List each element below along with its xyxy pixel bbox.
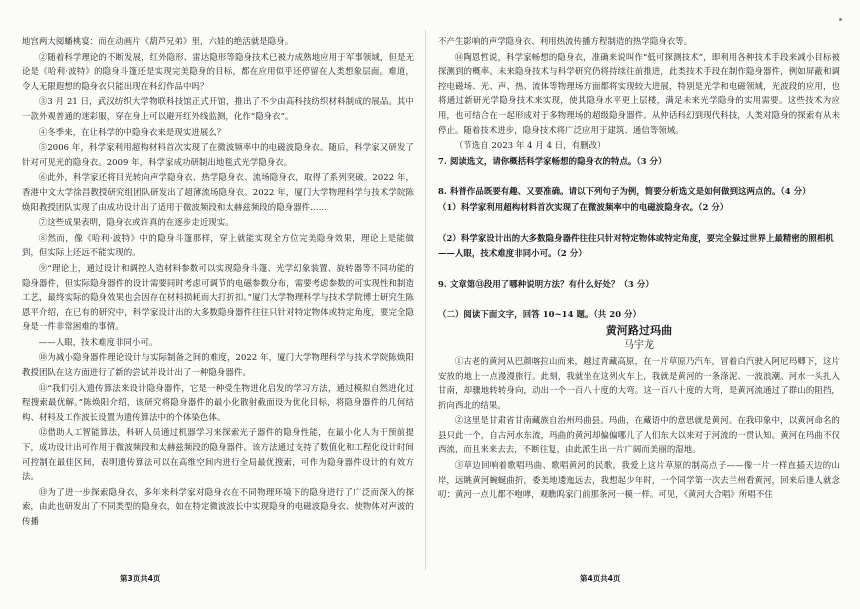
paragraph: ⑤2006 年，科学家利用超构材料首次实现了在微波频率中的电磁波隐身衣。随后，科学家又研发了针对可见光的隐身衣。2009 年，科学家成功研制出地毯式光学隐身衣。	[22, 142, 414, 167]
paragraph: ③草边回响着歌唱玛曲、歌唱黄河的民歌，我爱上这片草原的制高点子——像一片一样直插天边的山岸，远眺黄河蜿蜒曲折，委美地逶迤远去，我想起少年时，一个同学第一次去兰州看黄河，回来后逢人就念叨：黄河一点儿都不咆哮，观瞧呜家门前那条河一模一样。可见，《黄河大合唱》所唱不住	[438, 460, 840, 500]
paragraph: ⑥此外，科学家还将目光转向声学隐身衣、热学隐身衣、流场隐身衣，取得了系列突破。2022 年，香港中文大学徐昌教授研究组团队研发出了超薄流场隐身衣。2022 年，厦门大学物理科学与技术学院陈焕阳教授团队实现了由成功设计出了适用于微波频段和太赫兹频段的隐身器件……	[22, 172, 414, 212]
story-author: 马宇龙	[623, 339, 655, 351]
answer-space	[438, 216, 840, 231]
story-title: 黄河路过玛曲	[605, 323, 673, 337]
left-column	[22, 34, 414, 530]
scan-dot	[839, 18, 842, 21]
paragraph: ③3 月 21 日，武汉纺织大学物联科技馆正式开馆，推出了不少由高科技纺织材料制成的展品。其中一款外观普通的迷彩服，穿在身上可以避开红外线监测，化作“隐身衣”。	[22, 96, 414, 121]
paragraph: ⑭陶恩哲说，科学家畅想的隐身衣，准确来说叫作“低可探测技术”，即利用各种技术手段来减小目标被探测到的概率。未来隐身技术与科学研究仍将持续往前推进，此类技术手段在制作隐身器件，例如屏蔽和调控电磁场、光、声、热、流体等物理场方面都将实现较大进展，特别是光学和电磁领域，光波段的应用，也将通过新研光学隐身技术来实现，使其隐身水平更上层楼，满足未来光学隐身的实用需要。这些技术为应用，也可结合在一起形成对于多物理场的超级隐身器件。从仲话科幻到现代科技，人类对隐身的探索有从未停止。随着技术进步，隐身技术将广泛应用于建筑、通信等领域。	[438, 51, 840, 135]
source-note: （节选自 2023 年 4 月 4 日，有删改）	[454, 140, 606, 151]
paragraph: ——人眼，技术难度非同小可。	[38, 336, 158, 347]
paragraph: ②随着科学理论的不断发展，红外隐形、雷达隐形等隐身技术已被力成熟地应用于军事领域，但是无论是《哈利·波特》的隐身斗篷还是实现完美隐身的目标，都在应用似乎还停留在人类想象层面。难道，令人无限遐想的隐身衣只能出现在科幻作品中吗？	[22, 51, 414, 91]
paragraph: ⑩为减小隐身器件理论设计与实际制备之间的难度，2022 年，厦门大学物理科学与技术学院陈焕阳教授团队在这方面进行了新的尝试并设计出了一种隐身器件。	[22, 352, 414, 378]
paragraph: ②这里是甘肃省甘南藏族自治州玛曲县。玛曲，在藏语中的意思就是黄河。在我印象中，以黄河命名的县只此一个，自古河水东流，玛曲的黄河却偏偏哪儿了人们东大以来对于河流的一贯认知。黄河在玛曲不仅西流，而且来来去去，不断往复，由此派生出一片广阔而美丽的湿地。	[438, 415, 840, 455]
paragraph: ④冬季来，在让科学的中隐身衣来是现实进展么？	[38, 126, 226, 137]
paragraph: ⑪“我们引入遗传算法来设计隐身器件，它是一种受生物进化启发的学习方法，通过模拟自然进化过程搜索最优解。”陈焕阳介绍，该研究将隐身器件的最小化散射截面设为优化目标，将隐身器件的几何结构、材料及工作波长设置为遗传算法中的个体染色体。	[22, 382, 414, 422]
paragraph: ⑫借助人工智能算法，科研人员通过机器学习来探索光子器件的隐身性能，在最小化人为干预前提下，成功设计出可作用于微波频段和太赫兹频段的隐身器件。该方法通过支持了数值化和工程化设计时间可控制在最佳区间，表明遗传算法可以在高维空间内进行全局最优搜索，可作为隐身器件设计的有效方法。	[22, 427, 414, 482]
question-7: 7. 阅读选文，请你概括科学家畅想的隐身衣的特点。（3 分）	[438, 155, 667, 166]
section-heading: （二）阅读下面文字，回答 10~14 题。（共 20 分）	[438, 309, 642, 320]
question-8-2-cont: ——人眼，技术难度非同小可。（2 分）	[438, 248, 587, 259]
paragraph: 地宫两大阅蟠桃宴：而在动画片《葫芦兄弟》里，六娃的绝活就是隐身。	[22, 36, 294, 46]
paragraph: ⑧然而，像《哈利·波特》中的隐身斗篷那样，穿上就能实现全方位完美隐身效果，理论上是能做到，但实际上还远不能实现的。	[22, 232, 414, 258]
question-8-2: （2）科学家设计出的大多数隐身器件往往只针对特定物体或特定角度，要完全躲过世界上最精密的照相机	[438, 232, 834, 243]
answer-space	[438, 262, 840, 277]
paragraph: ⑬为了进一步探索隐身衣，多年来科学家对隐身衣在不同物理环境下的隐身进行了广泛而深入的探索，由此也研发出了不同类型的隐身衣，如在特定微波波长中实现隐身的电磁波隐身衣、使物体对声波的传播	[22, 486, 414, 526]
answer-space	[438, 292, 840, 307]
paragraph: ①古老的黄河从巴颜喀拉山而来，越过青藏高原，在一片草原乃汽车，冒着白汽驶入阿尼玛卿下，这片安放的地上一点漫漫旅行。此刻，我就坐在这列火车上，我就是黄河的一条涤泥、一波浪潮。河水一头扎入甘南，却骤地转转身向，动出一个一百八十度的大弯。这一百八十度的大弯，是黄河流通过了群山的阻挡，折向西北的结果。	[438, 355, 840, 410]
paragraph: ⑨“理论上，通过设计和调控人造材料参数可以实现隐身斗篷、光学幻象装置、旋转器等不同功能的隐身器件，但实际隐身器件的设计需要同时考虑可调节的电磁参数分布，需要考虑参数的可实现性和制造工艺，最终实际的隐身效果也会因存在材料损耗而大打折扣。”厦门大学物理科学与技术学院博士研究生陈恩平介绍，在已有的研究中，科学家设计出的大多数隐身器件往往只针对特定物体或特定角度，要完全隐身是一件非常困难的事情。	[22, 262, 414, 332]
right-column	[438, 34, 840, 503]
page-footer: 第4页共4页	[580, 574, 621, 583]
question-8-1: （1）科学家利用超构材料首次实现了在微波频率中的电磁波隐身衣。（2 分）	[438, 201, 729, 212]
column-divider	[425, 30, 426, 570]
answer-space	[438, 169, 840, 184]
question-9: 9. 文章第⑬段用了哪种说明方法？有什么好处？（3 分）	[438, 278, 654, 289]
paragraph: 不产生影响的声学隐身衣、利用热流传播方程制造的热学隐身衣等。	[438, 36, 693, 46]
page-footer: 第3页共4页	[120, 574, 161, 583]
paragraph: ⑦这些成果表明，隐身衣或许真的在逐步走近现实。	[38, 217, 234, 228]
question-8: 8. 科普作品既要有趣、又要准确。请以下列句子为例，简要分析选文是如何做到这两点的。（4 分）	[438, 186, 811, 197]
